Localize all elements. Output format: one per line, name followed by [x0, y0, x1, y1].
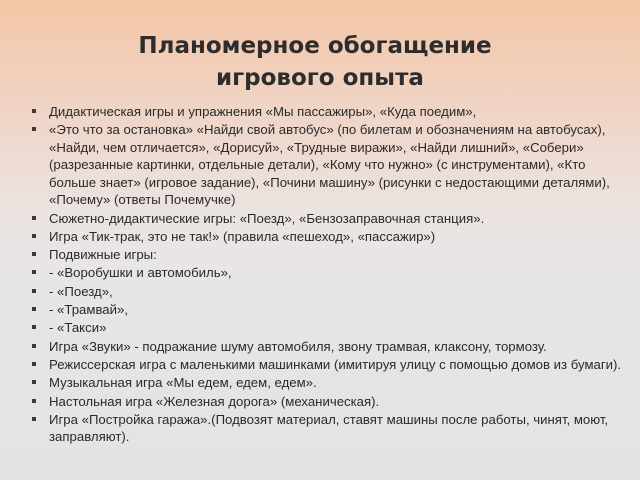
list-item-text: Подвижные игры: — [49, 247, 157, 263]
list-item-text: Дидактическая игры и упражнения «Мы пассажиры», «Куда поедим», — [49, 104, 477, 119]
list-item-text: - «Трамвай», — [49, 302, 128, 318]
list-item-text: Режиссерская игра с маленькими машинками (имитируя улицу с помощью домов из бумаги). — [49, 356, 622, 372]
list-item — [32, 338, 622, 356]
square-bullet-icon — [32, 234, 36, 238]
list-item-text: - «Поезд», — [49, 283, 113, 299]
list-item — [32, 283, 622, 301]
list-item — [32, 210, 622, 228]
square-bullet-icon — [32, 270, 36, 274]
square-bullet-icon — [32, 325, 36, 329]
list-item-text: «Это что за остановка» «Найди свой автобус» (по билетам и обозначениям на автобусах), «Найди, чем отличается», «Дорисуй», «Трудные виражи», «Найди лишний», «Собери» (разрезанные картинки, отдельные детали), «Кому что нужно» (с инструментами), «Кто больше знает» (игровое задание), «Почини машину» (рисунки с недостающими деталями), «Почему» (ответы Почемучке) — [49, 122, 610, 208]
square-bullet-icon — [32, 127, 36, 131]
list-item-text: Игра «Постройка гаража».(Подвозят материал, ставят машины после работы, чинят, моют, заправляют). — [49, 411, 609, 445]
list-item — [32, 228, 622, 246]
list-item — [32, 411, 622, 446]
slide-title-line-2: игрового опыта — [216, 65, 424, 91]
list-item-text: - «Воробушки и автомобиль», — [49, 265, 232, 281]
square-bullet-icon — [32, 252, 36, 256]
list-item — [32, 121, 622, 209]
bullet-list — [32, 103, 622, 447]
list-item-text: Музыкальная игра «Мы едем, едем, едем». — [49, 375, 317, 391]
slide-title-line-1: Планомерное обогащение — [138, 33, 492, 59]
list-item-text: Игра «Звуки» - подражание шуму автомобиля, звону трамвая, клаксону, тормозу. — [49, 338, 547, 354]
list-item — [32, 356, 622, 374]
list-item — [32, 301, 622, 319]
square-bullet-icon — [32, 109, 36, 113]
square-bullet-icon — [32, 289, 36, 293]
list-item-text: Игра «Тик-трак, это не так!» (правила «пешеход», «пассажир») — [49, 228, 436, 244]
square-bullet-icon — [32, 417, 36, 421]
list-item-text: Настольная игра «Железная дорога» (механическая). — [49, 393, 380, 409]
square-bullet-icon — [32, 344, 36, 348]
square-bullet-icon — [32, 216, 36, 220]
list-item — [32, 246, 622, 264]
square-bullet-icon — [32, 380, 36, 384]
list-item — [32, 374, 622, 392]
square-bullet-icon — [32, 362, 36, 366]
square-bullet-icon — [32, 307, 36, 311]
list-item — [32, 319, 622, 337]
list-item — [32, 264, 622, 282]
square-bullet-icon — [32, 399, 36, 403]
list-item-text: Сюжетно-дидактические игры: «Поезд», «Бензозаправочная станция». — [49, 210, 485, 226]
list-item — [32, 393, 622, 411]
slide-title — [0, 30, 640, 94]
list-item-text: - «Такси» — [49, 320, 107, 336]
list-item — [32, 103, 622, 121]
